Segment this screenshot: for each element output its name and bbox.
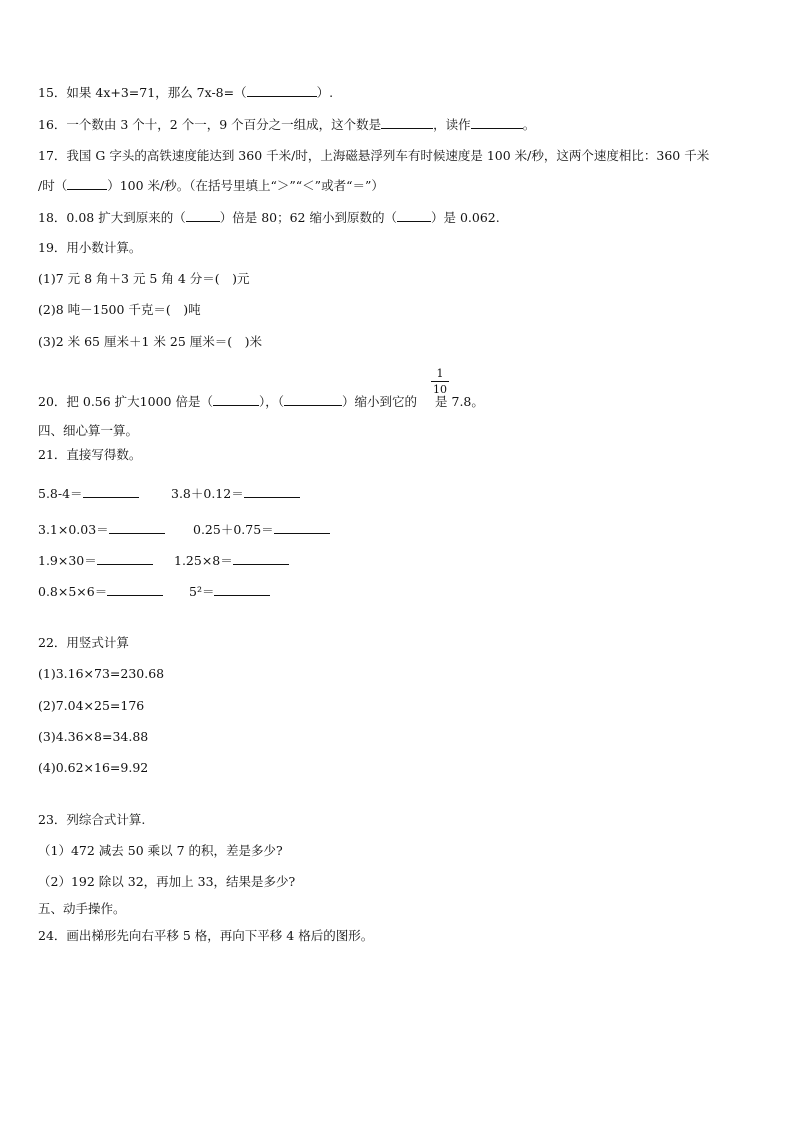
q21-item: 1.9×30＝	[38, 552, 153, 569]
q21-item: 0.8×5×6＝	[38, 583, 163, 600]
q21-item: 3.1×0.03＝	[38, 521, 165, 538]
question-17-line1: 17．我国 G 字头的高铁速度能达到 360 千米/时，上海磁悬浮列车有时候速度是 100 米/秒，这两个速度相比：360 千米	[38, 148, 710, 163]
q19-item-2: (2)8 吨－1500 千克＝( )吨	[38, 302, 201, 317]
q21-blank[interactable]	[97, 552, 153, 565]
q16-text-mid: ，读作	[433, 117, 471, 132]
question-17-line2	[38, 177, 384, 194]
q18-text-end: ）是 0.062.	[430, 210, 500, 225]
q22-item-4: (4)0.62×16=9.92	[38, 760, 149, 775]
question-20	[38, 393, 484, 410]
q20-text-mid: ），（	[258, 394, 284, 409]
q23-item-2: （2）192 除以 32，再加上 33，结果是多少?	[38, 874, 296, 889]
question-19-title: 19．用小数计算。	[38, 240, 142, 255]
q22-item-2: (2)7.04×25=176	[38, 698, 145, 713]
q16-text: 16．一个数由 3 个十，2 个一，9 个百分之一组成，这个数是	[38, 117, 382, 132]
q15-answer-blank[interactable]	[247, 84, 317, 97]
q22-item-3: (3)4.36×8=34.88	[38, 729, 149, 744]
question-22-title: 22．用竖式计算	[38, 635, 129, 650]
q20-text-mid2: ）缩小到它的	[342, 394, 418, 409]
q17-compare-blank[interactable]	[67, 177, 107, 190]
q21-blank[interactable]	[83, 485, 139, 498]
q21-blank[interactable]	[244, 485, 300, 498]
question-23-title: 23．列综合式计算.	[38, 812, 146, 827]
q18-text: 18．0.08 扩大到原来的（	[38, 210, 186, 225]
question-24: 24．画出梯形先向右平移 5 格，再向下平移 4 格后的图形。	[38, 928, 374, 943]
q20-text-end: 是 7.8。	[435, 394, 484, 409]
q19-item-1: (1)7 元 8 角＋3 元 5 角 4 分＝( )元	[38, 271, 250, 286]
q23-item-1: （1）472 减去 50 乘以 7 的积，差是多少?	[38, 843, 283, 858]
fraction-denominator: 10	[433, 383, 447, 396]
q21-item: 5.8-4＝	[38, 485, 139, 502]
question-16	[38, 116, 535, 133]
question-18	[38, 209, 500, 226]
q19-item-3: (3)2 米 65 厘米＋1 米 25 厘米＝( )米	[38, 334, 263, 349]
q21-blank[interactable]	[109, 521, 165, 534]
q20-text: 20．把 0.56 扩大1000 倍是（	[38, 394, 213, 409]
q20-blank-1[interactable]	[213, 393, 259, 406]
fraction-numerator: 1	[431, 367, 449, 382]
q18-blank-1[interactable]	[186, 209, 220, 222]
q18-text-mid: ）倍是 80；62 缩小到原数的（	[219, 210, 397, 225]
q20-fraction	[431, 367, 449, 396]
section-5-heading: 五、动手操作。	[38, 901, 126, 916]
q15-text: 15．如果 4x+3=71，那么 7x-8=（	[38, 85, 247, 100]
q21-item: 0.25＋0.75＝	[193, 521, 330, 538]
q15-text-end: ）.	[316, 85, 334, 100]
q16-number-blank[interactable]	[381, 116, 433, 129]
q20-blank-2[interactable]	[284, 393, 342, 406]
q22-item-1: (1)3.16×73=230.68	[38, 666, 165, 681]
section-4-heading: 四、细心算一算。	[38, 423, 139, 438]
q21-blank[interactable]	[107, 583, 163, 596]
q21-blank[interactable]	[214, 583, 270, 596]
q21-item: 5²＝	[189, 583, 270, 600]
q16-reading-blank[interactable]	[471, 116, 523, 129]
q21-item: 1.25×8＝	[174, 552, 289, 569]
question-21-title: 21．直接写得数。	[38, 447, 142, 462]
q18-blank-2[interactable]	[397, 209, 431, 222]
q16-text-end: 。	[522, 117, 536, 132]
question-15	[38, 84, 333, 101]
q21-blank[interactable]	[233, 552, 289, 565]
q17-text: /时（	[38, 178, 68, 193]
q17-text-end: ）100 米/秒。（在括号里填上“＞”“＜”或者“＝”）	[107, 178, 384, 193]
q21-item: 3.8＋0.12＝	[171, 485, 300, 502]
q21-blank[interactable]	[274, 521, 330, 534]
